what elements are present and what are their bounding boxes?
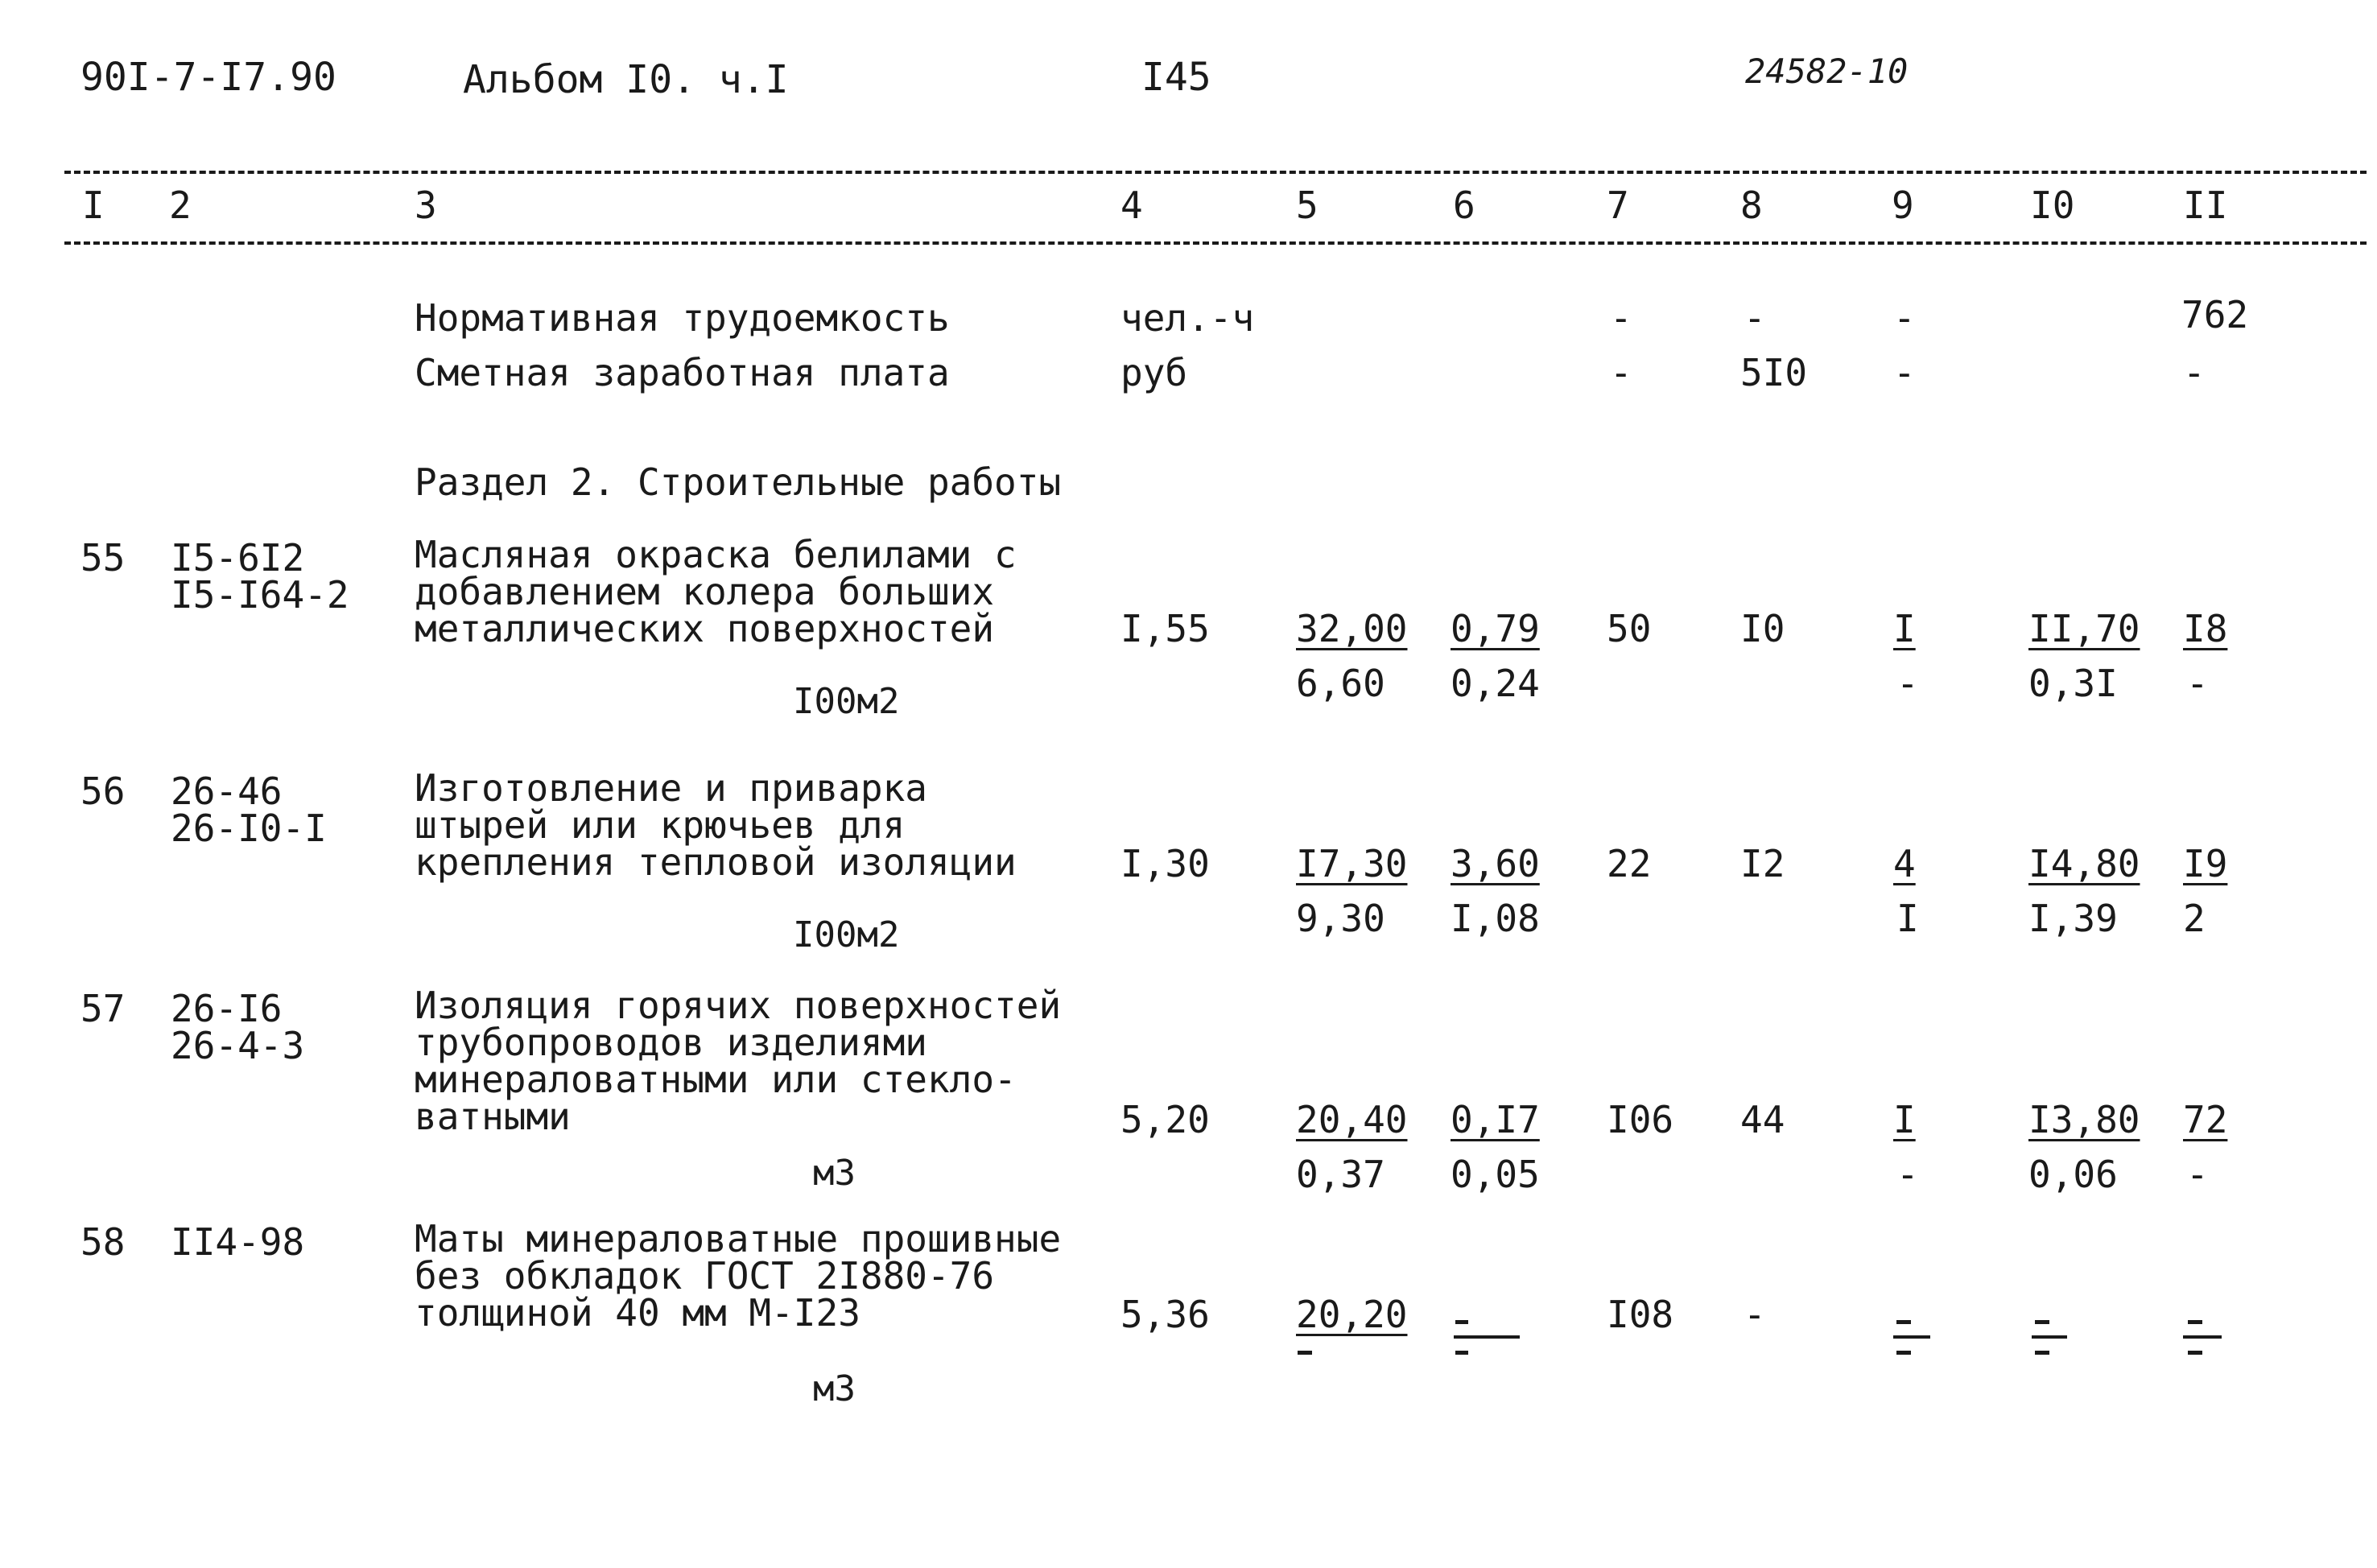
col10-bottom: 0,3I xyxy=(2028,662,2118,705)
quantity: 5,36 xyxy=(1120,1293,1210,1336)
dash-bottom xyxy=(2188,1351,2202,1355)
fraction-rule xyxy=(1893,1335,1930,1339)
description-line: толщиной 40 мм М-I23 xyxy=(415,1291,860,1335)
dash-top xyxy=(2035,1320,2049,1324)
col-header-5: 5 xyxy=(1296,184,1318,227)
dash-top xyxy=(1896,1320,1911,1324)
description-line: минераловатными или стекло- xyxy=(415,1058,1017,1101)
norm-code: I5-6I2 xyxy=(171,536,305,580)
row-number: 57 xyxy=(80,987,126,1030)
col5-bottom: 6,60 xyxy=(1296,662,1385,705)
norm-code: II4-98 xyxy=(171,1220,305,1264)
col9-bottom: - xyxy=(1896,1153,1919,1196)
measure-unit: I00м2 xyxy=(793,681,900,722)
col7: I06 xyxy=(1607,1098,1674,1141)
col10-bottom: I,39 xyxy=(2028,897,2118,940)
col6-bottom: 0,05 xyxy=(1451,1153,1540,1196)
price-code: I5-I64-2 xyxy=(171,573,349,617)
col7: I08 xyxy=(1607,1293,1674,1336)
col5-top: 32,00 xyxy=(1296,607,1408,650)
col8: I0 xyxy=(1740,607,1785,650)
dash-bottom xyxy=(1896,1351,1911,1355)
description-line: трубопроводов изделиями xyxy=(415,1021,927,1064)
work-description xyxy=(415,533,1017,650)
col5-bottom: 0,37 xyxy=(1296,1153,1385,1196)
col10-top: I4,80 xyxy=(2028,842,2140,885)
norm-code: 26-I6 xyxy=(171,987,283,1030)
col-header-1: I xyxy=(82,184,105,227)
col5-top: 20,40 xyxy=(1296,1098,1408,1141)
col-header-7: 7 xyxy=(1607,184,1629,227)
fraction-rule xyxy=(2032,1335,2067,1339)
col11-top: 72 xyxy=(2183,1098,2228,1141)
measure-unit: м3 xyxy=(813,1368,856,1409)
description-line: крепления тепловой изоляции xyxy=(415,840,1017,884)
col-header-4: 4 xyxy=(1120,184,1143,227)
description-line: добавлением колера больших xyxy=(415,570,995,613)
work-description xyxy=(415,1217,1062,1335)
description-line: ватными xyxy=(415,1095,571,1138)
quantity: I,30 xyxy=(1120,842,1210,885)
col-header-11: II xyxy=(2183,184,2228,227)
col5-bottom-dash xyxy=(1298,1351,1312,1355)
col6-top: 0,I7 xyxy=(1451,1098,1540,1141)
measure-unit: I00м2 xyxy=(793,914,900,955)
col5-top: I7,30 xyxy=(1296,842,1408,885)
wage-col7: - xyxy=(1610,351,1632,394)
section-title: Раздел 2. Строительные работы xyxy=(415,460,1062,504)
col9-bottom: - xyxy=(1896,662,1919,705)
col-header-10: I0 xyxy=(2030,184,2075,227)
description-line: Масляная окраска белилами с xyxy=(415,533,1017,576)
work-description xyxy=(415,984,1062,1138)
inventory-stamp: 24582-10 xyxy=(1745,52,1909,91)
col-header-3: 3 xyxy=(415,184,437,227)
measure-unit: м3 xyxy=(813,1153,856,1194)
col7: 22 xyxy=(1607,842,1652,885)
header-rule-bottom xyxy=(64,241,2367,245)
quantity: I,55 xyxy=(1120,607,1210,650)
price-code: 26-4-3 xyxy=(171,1024,305,1067)
description-line: Изготовление и приварка xyxy=(415,766,927,810)
col8: 44 xyxy=(1740,1098,1785,1141)
document-code: 90I-7-I7.90 xyxy=(80,55,336,100)
description-line: металлических поверхностей xyxy=(415,607,995,650)
row-number: 55 xyxy=(80,536,126,580)
col-header-8: 8 xyxy=(1740,184,1763,227)
quantity: 5,20 xyxy=(1120,1098,1210,1141)
description-line: Изоляция горячих поверхностей xyxy=(415,984,1062,1027)
header-rule-top xyxy=(64,171,2367,174)
labor-label: Нормативная трудоемкость xyxy=(415,296,950,340)
col7: 50 xyxy=(1607,607,1652,650)
col-header-2: 2 xyxy=(169,184,192,227)
col9-top: I xyxy=(1893,1098,1916,1141)
fraction-rule xyxy=(2183,1335,2222,1339)
col5-top: 20,20 xyxy=(1296,1293,1408,1336)
dash-top xyxy=(2188,1320,2202,1324)
fraction-rule xyxy=(1454,1335,1520,1339)
col10-top: II,70 xyxy=(2028,607,2140,650)
price-code: 26-I0-I xyxy=(171,807,327,850)
col9-top: 4 xyxy=(1893,842,1916,885)
col11-top: I9 xyxy=(2183,842,2228,885)
col5-bottom: 9,30 xyxy=(1296,897,1385,940)
norm-code: 26-46 xyxy=(171,770,283,813)
row-number: 56 xyxy=(80,770,126,813)
col-header-6: 6 xyxy=(1453,184,1475,227)
col9-bottom: I xyxy=(1896,897,1919,940)
col8: - xyxy=(1744,1293,1766,1336)
album-label: Альбом I0. ч.I xyxy=(463,57,789,102)
col6-bottom: I,08 xyxy=(1451,897,1540,940)
dash-bottom xyxy=(1455,1351,1468,1355)
description-line: без обкладок ГОСТ 2I880-76 xyxy=(415,1254,995,1298)
dash-bottom xyxy=(2035,1351,2049,1355)
col10-bottom: 0,06 xyxy=(2028,1153,2118,1196)
wage-unit: руб xyxy=(1120,351,1188,394)
row-number: 58 xyxy=(80,1220,126,1264)
labor-col9: - xyxy=(1893,296,1916,340)
page-number: I45 xyxy=(1141,55,1211,100)
col10-top: I3,80 xyxy=(2028,1098,2140,1141)
wage-col8: 5I0 xyxy=(1740,351,1808,394)
wage-col9: - xyxy=(1893,351,1916,394)
col11-bottom: 2 xyxy=(2183,897,2206,940)
description-line: Маты минераловатные прошивные xyxy=(415,1217,1062,1261)
col6-top: 0,79 xyxy=(1451,607,1540,650)
col11-bottom: - xyxy=(2186,1153,2209,1196)
col-header-9: 9 xyxy=(1892,184,1914,227)
col8: I2 xyxy=(1740,842,1785,885)
wage-label: Сметная заработная плата xyxy=(415,351,950,394)
labor-col7: - xyxy=(1610,296,1632,340)
work-description xyxy=(415,766,1017,884)
wage-col11: - xyxy=(2183,351,2206,394)
dash-top xyxy=(1455,1320,1468,1324)
labor-unit: чел.-ч xyxy=(1120,296,1255,340)
description-line: штырей или крючьев для xyxy=(415,803,906,847)
col11-bottom: - xyxy=(2186,662,2209,705)
col6-top: 3,60 xyxy=(1451,842,1540,885)
col6-bottom: 0,24 xyxy=(1451,662,1540,705)
labor-col11: 762 xyxy=(2181,293,2249,336)
labor-col8: - xyxy=(1744,296,1766,340)
col11-top: I8 xyxy=(2183,607,2228,650)
col9-top: I xyxy=(1893,607,1916,650)
